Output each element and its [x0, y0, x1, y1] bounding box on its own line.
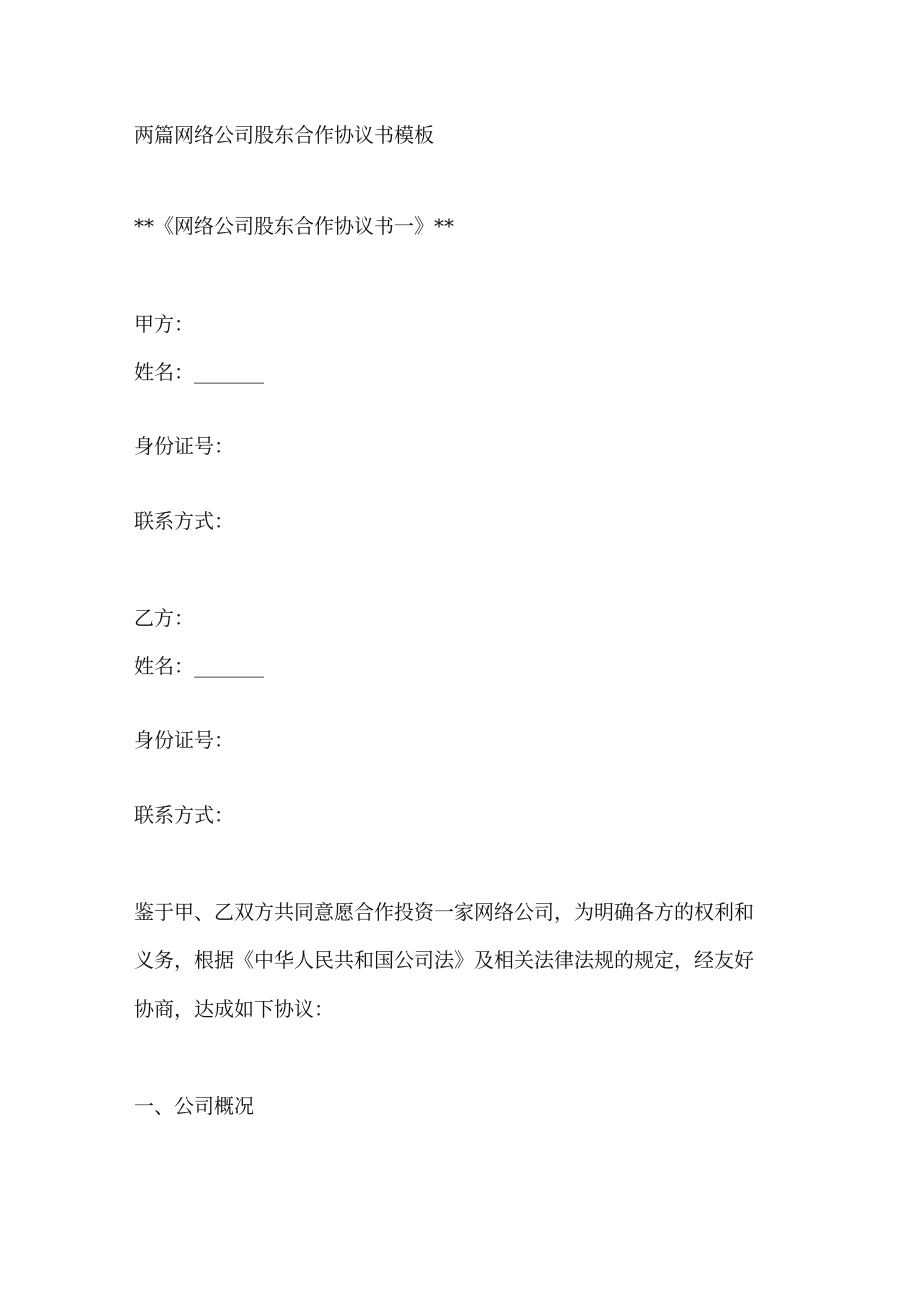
- party-a-name-blank: _______: [194, 360, 264, 384]
- section-heading-company-overview: 一、公司概况: [134, 1094, 254, 1118]
- party-a-name-label: 姓名：: [134, 360, 194, 384]
- agreement-subtitle: **《网络公司股东合作协议书一》**: [134, 214, 454, 238]
- document-title: 两篇网络公司股东合作协议书模板: [134, 123, 434, 147]
- party-b-name-blank: _______: [194, 654, 264, 678]
- party-a-id-label: 身份证号：: [134, 434, 234, 458]
- party-b-heading: 乙方：: [134, 606, 194, 630]
- party-b-name-row: [134, 652, 264, 680]
- party-b-id-label: 身份证号：: [134, 728, 234, 752]
- party-b-contact-label: 联系方式：: [134, 803, 234, 827]
- party-a-heading: 甲方：: [134, 312, 194, 336]
- party-b-name-label: 姓名：: [134, 654, 194, 678]
- party-a-contact-label: 联系方式：: [134, 509, 234, 533]
- preamble-line-1: 鉴于甲、乙双方共同意愿合作投资一家网络公司，为明确各方的权利和: [134, 900, 754, 924]
- preamble-line-2: 义务，根据《中华人民共和国公司法》及相关法律法规的规定，经友好: [134, 948, 754, 972]
- preamble-line-3: 协商，达成如下协议：: [134, 997, 334, 1021]
- party-a-name-row: [134, 358, 264, 386]
